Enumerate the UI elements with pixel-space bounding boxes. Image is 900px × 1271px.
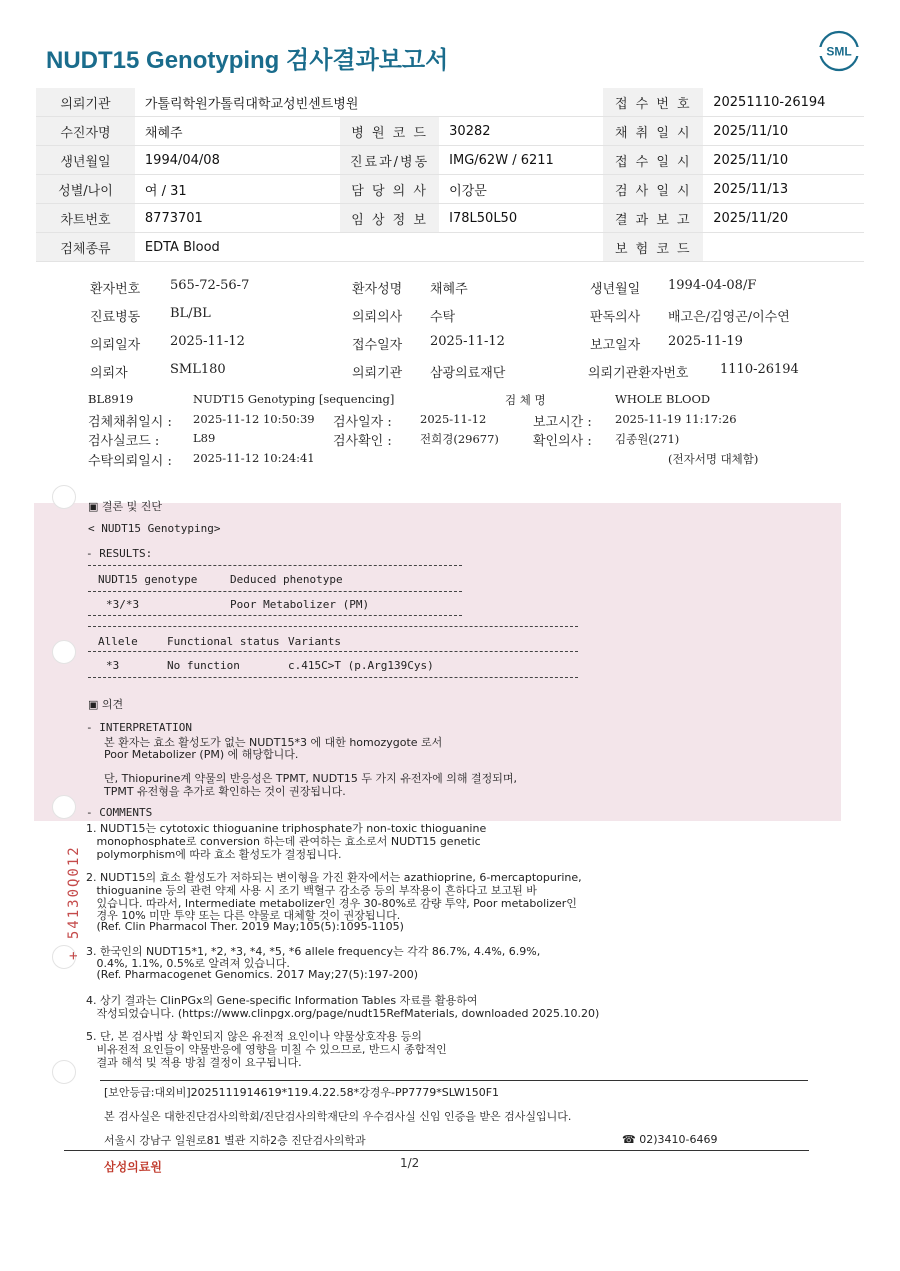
patient-field-label: 의뢰기관환자번호 xyxy=(588,366,689,381)
test-date-value: 2025-11-12 xyxy=(420,412,487,426)
field-value: EDTA Blood xyxy=(135,233,603,262)
interpretation-header: - INTERPRETATION xyxy=(86,721,192,734)
field-value: 2025/11/10 xyxy=(703,146,864,175)
header-row xyxy=(36,233,864,262)
patient-field-label: 생년월일 xyxy=(590,282,641,297)
patient-field-value: 삼광의료재단 xyxy=(430,366,506,381)
specimen-label: 검 체 명 xyxy=(505,393,546,407)
variant-value: c.415C>T (p.Arg139Cys) xyxy=(288,659,434,672)
confirm-label: 검사확인 : xyxy=(333,434,392,449)
field-value: 2025/11/20 xyxy=(703,204,864,233)
field-label: 임 상 정 보 xyxy=(340,204,439,233)
test-code: BL8919 xyxy=(88,392,134,406)
doctor-value: 김종원(271) xyxy=(615,432,680,446)
comment-line: 0.4%, 1.1%, 0.5%로 알려져 있습니다. xyxy=(86,957,290,970)
security-line: [보안등급:대외비]2025111914619*119.4.22.58*강경우-PP7779*SLW150F1 xyxy=(104,1086,500,1099)
report-time-value: 2025-11-19 11:17:26 xyxy=(615,412,737,426)
hospital-logo: 삼성의료원 xyxy=(104,1160,162,1174)
header-row xyxy=(36,88,864,117)
header-row xyxy=(36,175,864,204)
field-label: 진료과/병동 xyxy=(340,146,439,175)
field-value: 8773701 xyxy=(135,204,340,233)
divider xyxy=(88,591,462,592)
phone-line: ☎ 02)3410-6469 xyxy=(622,1133,718,1146)
patient-field-value: 1110-26194 xyxy=(720,362,799,377)
patient-field-value: BL/BL xyxy=(170,306,211,321)
patient-field-value: 채혜주 xyxy=(430,282,468,297)
field-label: 성별/나이 xyxy=(36,175,135,204)
patient-field-label: 의뢰자 xyxy=(90,366,128,381)
field-label: 수진자명 xyxy=(36,117,135,146)
field-label: 차트번호 xyxy=(36,204,135,233)
footer-divider xyxy=(64,1150,809,1151)
field-value: 채혜주 xyxy=(135,117,340,146)
doctor-label: 확인의사 : xyxy=(533,434,592,449)
comment-line: 결과 해석 및 적용 방침 결정이 요구됩니다. xyxy=(86,1056,302,1069)
patient-field-value: 2025-11-19 xyxy=(668,334,743,349)
page-number: 1/2 xyxy=(400,1156,420,1170)
field-value: 20251110-26194 xyxy=(703,88,864,117)
patient-field-value: SML180 xyxy=(170,362,226,377)
comment-line: (Ref. Pharmacogenet Genomics. 2017 May;27(5):197-200) xyxy=(86,968,418,981)
side-code: + 54130Q012 xyxy=(66,845,82,960)
patient-field-value: 565-72-56-7 xyxy=(170,278,250,293)
comment-line: 5. 단, 본 검사법 상 확인되지 않은 유전적 요인이나 약물상호작용 등의 xyxy=(86,1030,422,1043)
field-value: I78L50L50 xyxy=(439,204,603,233)
interpretation-line: TPMT 유전형을 추가로 확인하는 것이 권장됩니다. xyxy=(104,785,346,798)
comment-line: 1. NUDT15는 cytotoxic thioguanine triphosphate가 non-toxic thioguanine xyxy=(86,822,487,835)
section-opinion: ▣ 의견 xyxy=(88,698,124,711)
header-row xyxy=(36,117,864,146)
comment-line: 비유전적 요인들이 약물반응에 영향을 미칠 수 있으므로, 반드시 종합적인 xyxy=(86,1043,447,1056)
comment-line: 2. NUDT15의 효소 활성도가 저하되는 변이형을 가진 환자에서는 azathioprine, 6-mercaptopurine, xyxy=(86,871,582,884)
col-genotype: NUDT15 genotype xyxy=(98,573,198,586)
genotype-value: *3/*3 xyxy=(106,598,140,611)
comment-line: 4. 상기 결과는 ClinPGx의 Gene-specific Information Tables 자료를 활용하여 xyxy=(86,994,478,1007)
field-label: 병 원 코 드 xyxy=(340,117,439,146)
report-time-label: 보고시간 : xyxy=(533,415,592,430)
divider xyxy=(88,677,578,678)
section-conclusion: ▣ 결론 및 진단 xyxy=(88,500,163,513)
field-label: 검 사 일 시 xyxy=(603,175,703,204)
header-row xyxy=(36,146,864,175)
certification-line: 본 검사실은 대한진단검사의학회/진단검사의학재단의 우수검사실 신임 인증을 받은 검사실입니다. xyxy=(104,1110,572,1123)
field-label: 접 수 일 시 xyxy=(603,146,703,175)
field-label: 의뢰기관 xyxy=(36,88,135,117)
comment-line: 3. 한국인의 NUDT15*1, *2, *3, *4, *5, *6 allele frequency는 각각 86.7%, 4.4%, 6.9%, xyxy=(86,945,541,958)
col-phenotype: Deduced phenotype xyxy=(230,573,343,586)
interpretation-line: 단, Thiopurine계 약물의 반응성은 TPMT, NUDT15 두 가지 유전자에 의해 결정되며, xyxy=(104,772,518,785)
field-label: 담 당 의 사 xyxy=(340,175,439,204)
comment-line: 경우 10% 미만 투약 또는 다른 약물로 대체할 것이 권장됩니다. xyxy=(86,909,401,922)
divider xyxy=(88,565,462,566)
report-title: NUDT15 Genotyping 검사결과보고서 xyxy=(46,47,449,74)
punch-hole xyxy=(52,485,76,509)
test-name: NUDT15 Genotyping [sequencing] xyxy=(193,392,395,406)
field-value: 이강문 xyxy=(439,175,603,204)
confirm-value: 전희경(29677) xyxy=(420,432,499,446)
field-value xyxy=(703,233,864,262)
field-value: 가톨릭학원가톨릭대학교성빈센트병원 xyxy=(135,88,603,117)
interpretation-line: Poor Metabolizer (PM) 에 해당합니다. xyxy=(104,748,299,761)
field-value: 2025/11/13 xyxy=(703,175,864,204)
sml-logo xyxy=(818,30,860,72)
patient-field-label: 환자번호 xyxy=(90,282,141,297)
order-label: 수탁의뢰일시 : xyxy=(88,454,172,469)
room-label: 검사실코드 : xyxy=(88,434,160,449)
allele-value: *3 xyxy=(106,659,120,672)
logo-text: SML xyxy=(826,44,852,59)
patient-field-label: 의뢰의사 xyxy=(352,310,403,325)
patient-field-label: 접수일자 xyxy=(352,338,403,353)
field-label: 보 험 코 드 xyxy=(603,233,703,262)
field-value: 여 / 31 xyxy=(135,175,340,204)
header-row xyxy=(36,204,864,233)
field-value: 1994/04/08 xyxy=(135,146,340,175)
order-value: 2025-11-12 10:24:41 xyxy=(193,451,315,465)
patient-field-value: 2025-11-12 xyxy=(430,334,505,349)
patient-field-label: 의뢰일자 xyxy=(90,338,141,353)
comment-line: 작성되었습니다. (https://www.clinpgx.org/page/nudt15RefMaterials, downloaded 2025.10.20) xyxy=(86,1007,600,1020)
phenotype-value: Poor Metabolizer (PM) xyxy=(230,598,370,611)
results-header: - RESULTS: xyxy=(86,547,153,560)
punch-hole xyxy=(52,1060,76,1084)
test-date-label: 검사일자 : xyxy=(333,415,392,430)
field-value: IMG/62W / 6211 xyxy=(439,146,603,175)
patient-field-label: 의뢰기관 xyxy=(352,366,403,381)
punch-hole xyxy=(52,640,76,664)
col-allele: Allele xyxy=(98,635,138,648)
divider xyxy=(88,651,578,652)
esign-note: (전자서명 대체함) xyxy=(668,452,759,466)
comment-line: (Ref. Clin Pharmacol Ther. 2019 May;105(5):1095-1105) xyxy=(86,920,404,933)
field-value: 2025/11/10 xyxy=(703,117,864,146)
header-table xyxy=(36,88,864,262)
patient-field-value: 배고은/김영곤/이수연 xyxy=(668,310,790,325)
footer-divider xyxy=(100,1080,808,1081)
field-label: 채 취 일 시 xyxy=(603,117,703,146)
col-variants: Variants xyxy=(288,635,341,648)
comment-line: polymorphism에 따라 효소 활성도가 결정됩니다. xyxy=(86,848,342,861)
result-subtitle: < NUDT15 Genotyping> xyxy=(88,522,221,535)
punch-hole xyxy=(52,795,76,819)
patient-field-label: 진료병동 xyxy=(90,310,141,325)
divider xyxy=(88,615,462,616)
patient-field-label: 보고일자 xyxy=(590,338,641,353)
field-label: 결 과 보 고 xyxy=(603,204,703,233)
field-value: 30282 xyxy=(439,117,603,146)
field-label: 검체종류 xyxy=(36,233,135,262)
patient-field-value: 1994-04-08/F xyxy=(668,278,757,293)
address-line: 서울시 강남구 일원로81 별관 지하2층 진단검사의학과 xyxy=(104,1134,366,1147)
comment-line: thioguanine 등의 관련 약제 사용 시 조기 백혈구 감소증 등의 부작용이 흔하다고 보고된 바 xyxy=(86,884,537,897)
room-value: L89 xyxy=(193,431,216,445)
col-functional-status: Functional status xyxy=(167,635,280,648)
divider xyxy=(88,626,578,627)
patient-field-label: 환자성명 xyxy=(352,282,403,297)
patient-field-value: 수탁 xyxy=(430,310,456,325)
field-label: 접 수 번 호 xyxy=(603,88,703,117)
collect-value: 2025-11-12 10:50:39 xyxy=(193,412,315,426)
specimen-value: WHOLE BLOOD xyxy=(615,392,711,406)
comments-header: - COMMENTS xyxy=(86,806,153,819)
comment-line: monophosphate로 conversion 하는데 관여하는 효소로서 NUDT15 genetic xyxy=(86,835,481,848)
patient-field-value: 2025-11-12 xyxy=(170,334,245,349)
collect-label: 검체채취일시 : xyxy=(88,415,172,430)
field-label: 생년월일 xyxy=(36,146,135,175)
function-value: No function xyxy=(167,659,240,672)
interpretation-line: 본 환자는 효소 활성도가 없는 NUDT15*3 에 대한 homozygote 로서 xyxy=(104,736,443,749)
comment-line: 있습니다. 따라서, Intermediate metabolizer인 경우 30-80%로 감량 투약, Poor metabolizer인 xyxy=(86,897,577,910)
patient-field-label: 판독의사 xyxy=(590,310,641,325)
